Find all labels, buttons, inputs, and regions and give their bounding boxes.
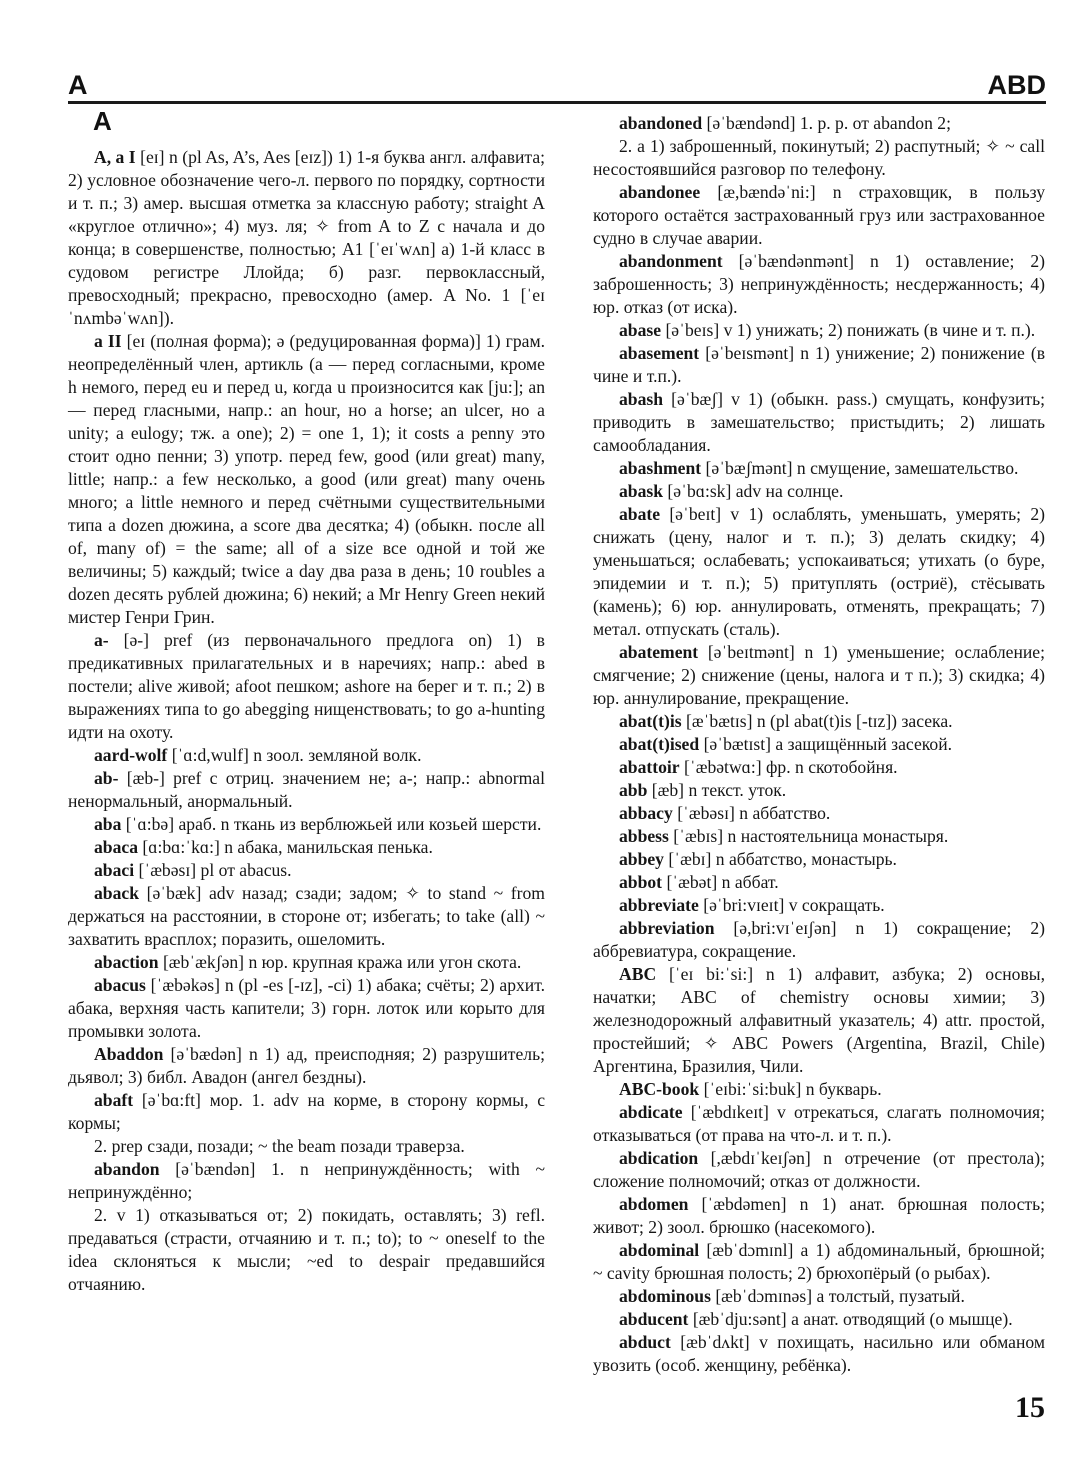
entry-headword: abaci (94, 860, 135, 880)
entry-definition: n отречение (от престола); сложение полномочий; отказ от должности. (593, 1148, 1045, 1191)
entry-definition: n 1) унижение; 2) понижение (в чине и т.п.). (593, 343, 1046, 386)
entry-definition: n текст. уток. (688, 780, 787, 800)
dictionary-entry (593, 802, 1045, 825)
right-column-entries (593, 112, 1045, 1377)
entry-headword: abash (619, 389, 664, 409)
entry-headword: abandoned (619, 113, 703, 133)
entry-headword: abasement (619, 343, 700, 363)
entry-headword: abdomen (619, 1194, 689, 1214)
entry-pronunciation: [ˈæbɪ] (668, 849, 712, 869)
entry-pronunciation: [ˈɑ:bə] (125, 814, 175, 834)
entry-pronunciation: [eɪ (полная форма); ə (редуцированная форма)] (126, 331, 481, 351)
page-number: 15 (1015, 1391, 1045, 1424)
entry-definition: n зоол. земляной волк. (253, 745, 422, 765)
entry-definition: n (pl As, A’s, Aes [eɪz]) 1) 1-я буква англ. алфавита; 2) условное обозначение чего-л. первого по порядку, сортности и т. п.; 3) амер. высшая отметка за классную работу; straight A «круглое отлично»; 4) муз. ля; ✧ from A to Z с начала и до конца; в совершенстве, полностью; A1 [ˈeɪˈwʌn] а) 1-й класс в судовом регистре Ллойда; б) разг. первоклассный, превосходный; прекрасно, превосходно (амер. A No. 1 [ˈeɪˈnʌmbəˈwʌn]). (68, 147, 546, 328)
entry-definition: n букварь. (805, 1079, 882, 1099)
entry-headword: abandonment (619, 251, 723, 271)
entry-definition: 1) грам. неопределённый член, артикль (a — перед согласными, кроме h немого, перед eu и перед u, когда u произносится как [ju:]; an — перед гласными, напр.: an hour, но a horse; an ulcer, но a unity; a eulogy; тж. a one); 2) = one 1, 1); it costs a penny это стоит одно пенни; 3) употр. перед few, good (или great) many, little; напр.: a few несколько, a good (или great) many очень много; a little немного и перед счётными существительными типа a dozen дюжина, a score два десятка; 4) (обыкн. после all of, many of) = the same; all of a size все одной и той же величины; 5) каждый; twice a day два раза в день; 10 roubles a dozen десять рублей дюжина; 6) некий; a Mr Henry Green некий мистер Генри Грин. (68, 331, 545, 627)
entry-headword: abbess (619, 826, 669, 846)
entry-definition: v сокращать. (788, 895, 885, 915)
entry-pronunciation: [æbˈdʌkt] (680, 1332, 750, 1352)
dictionary-entry (593, 1101, 1045, 1147)
dictionary-entry (68, 1158, 545, 1204)
entry-headword: abandonee (619, 182, 701, 202)
dictionary-entry (593, 1147, 1045, 1193)
dictionary-entry (593, 1078, 1045, 1101)
left-column-entries (68, 146, 545, 1296)
entry-pronunciation: [ˈɑ:d,wulf] (171, 745, 249, 765)
entry-headword: abbreviate (619, 895, 699, 915)
entry-headword: abase (619, 320, 662, 340)
entry-definition: n аббатство, монастырь. (715, 849, 897, 869)
entry-definition: фр. n скотобойня. (766, 757, 898, 777)
entry-pronunciation: [ˈæbəsɪ] (677, 803, 735, 823)
entry-pronunciation: [æˈbætɪs] (685, 711, 753, 731)
entry-definition: adv на солнце. (735, 481, 844, 501)
entry-definition: a защищённый засекой. (775, 734, 953, 754)
entry-pronunciation: [eɪ] (140, 147, 165, 167)
entry-headword: abask (619, 481, 664, 501)
entry-headword: abduct (619, 1332, 671, 1352)
entry-headword: abatement (619, 642, 699, 662)
running-head-left: A (68, 70, 88, 100)
entry-definition: n 1) анат. брюшная полость; живот; 2) зоол. брюшко (насекомого). (593, 1194, 1045, 1237)
entry-definition: n 1) сокращение; 2) аббревиатура, сокращение. (593, 918, 1045, 961)
dictionary-entry (68, 1135, 545, 1158)
dictionary-entry (593, 1285, 1045, 1308)
entry-headword: abashment (619, 458, 702, 478)
entry-pronunciation: [ˈæbətwɑ:] (684, 757, 762, 777)
entry-definition: n настоятельница монастыря. (727, 826, 949, 846)
entry-definition: n смущение, замешательство. (796, 458, 1019, 478)
entry-pronunciation: [ɑ:bɑ:ˈkɑ:] (142, 837, 220, 857)
dictionary-entry (593, 1308, 1045, 1331)
running-head-right: ABD (987, 70, 1046, 100)
entry-headword: abbreviation (619, 918, 715, 938)
entry-headword: ab- (94, 768, 119, 788)
entry-pronunciation: [æb-] (126, 768, 165, 788)
entry-definition: v отрекаться, слагать полномочия; отказываться (от права на что-л. и т. п.). (593, 1102, 1046, 1145)
entry-headword: aard-wolf (94, 745, 168, 765)
dictionary-entry (593, 342, 1045, 388)
entry-pronunciation: [ˈæbət] (666, 872, 718, 892)
entry-pronunciation: [ˈæbdəmen] (701, 1194, 787, 1214)
entry-definition: n 1) ад, преисподняя; 2) разрушитель; дьявол; 3) библ. Авадон (ангел бездны). (68, 1044, 545, 1087)
entry-headword: abate (619, 504, 661, 524)
entry-definition: n 1) уменьшение; ослабление; смягчение; 2) снижение (цены, налога и т п.); 3) скидка; 4) юр. аннулирование, прекращение. (593, 642, 1045, 708)
dictionary-entry (68, 882, 545, 951)
entry-headword: abaft (94, 1090, 134, 1110)
entry-headword: abdominous (619, 1286, 711, 1306)
entry-pronunciation: [əˈbæʃ] (671, 389, 723, 409)
entry-headword: abattoir (619, 757, 680, 777)
entry-headword: abaca (94, 837, 138, 857)
dictionary-entry (68, 951, 545, 974)
entry-definition: pref (из первоначального предлога on) 1) в предикативных прилагательных и в наречиях; напр.: abed в постели; alive живой; afoot пешком; ashore на берег и т. п.; 2) в выражениях типа to go abegging нищенствовать; to go a-hunting идти на охоту. (68, 630, 545, 742)
entry-headword: abdicate (619, 1102, 683, 1122)
entry-pronunciation: [ˈæbdɪkeɪt] (690, 1102, 769, 1122)
entry-pronunciation: [ˈæbəsɪ] (138, 860, 197, 880)
entry-pronunciation: [æ,bændəˈni:] (717, 182, 816, 202)
entry-pronunciation: [,æbdɪˈkeɪʃən] (710, 1148, 811, 1168)
entry-headword: Abaddon (94, 1044, 164, 1064)
entry-headword: abat(t)ised (619, 734, 700, 754)
dictionary-entry (593, 250, 1045, 319)
dictionary-entry (68, 767, 545, 813)
entry-definition: v 1) унижать; 2) понижать (в чине и т. п.). (723, 320, 1036, 340)
entry-pronunciation: [əˈbeɪtmənt] (707, 642, 795, 662)
entry-headword: a II (94, 331, 122, 351)
dictionary-entry (68, 744, 545, 767)
section-letter: A (93, 106, 112, 136)
entry-definition: v похищать, насильно или обманом увозить (особ. женщину, ребёнка). (593, 1332, 1045, 1375)
dictionary-entry (593, 480, 1045, 503)
entry-headword: abaction (94, 952, 159, 972)
entry-pronunciation: [əˈbændənd] (706, 113, 796, 133)
dictionary-entry (593, 917, 1045, 963)
entry-definition: 1. p. p. от abandon 2; (799, 113, 951, 133)
dictionary-entry (593, 710, 1045, 733)
dictionary-entry (593, 1193, 1045, 1239)
entry-headword: abacus (94, 975, 146, 995)
entry-pronunciation: [æbˈdɔmɪnl] (706, 1240, 794, 1260)
entry-pronunciation: [əˈbri:vɪeɪt] (703, 895, 785, 915)
entry-headword: aback (94, 883, 139, 903)
entry-definition: араб. n ткань из верблюжьей или козьей шерсти. (178, 814, 542, 834)
entry-pronunciation: [ˈæbəkəs] (150, 975, 221, 995)
dictionary-entry (593, 135, 1045, 181)
dictionary-entry (593, 112, 1045, 135)
dictionary-entry (593, 871, 1045, 894)
entry-pronunciation: [æbˈækʃən] (162, 952, 245, 972)
dictionary-entry (593, 641, 1045, 710)
dictionary-entry (68, 1204, 545, 1296)
entry-definition: n (pl abat(t)is [-tɪz]) засека. (756, 711, 953, 731)
entry-definition: n (pl -es [-ɪz], -ci) 1) абака; счёты; 2) архит. абака, верхняя часть капители; 3) горн. лоток или корыто для промывки золота. (68, 975, 545, 1041)
entry-definition: n страховщик, в пользу которого остаётся застрахованный груз или застрахованное судно в случае аварии. (593, 182, 1046, 248)
entry-pronunciation: [ˈeɪbi:ˈsi:buk] (703, 1079, 802, 1099)
dictionary-entry (68, 330, 545, 629)
entry-pronunciation: [əˈbætɪst] (703, 734, 771, 754)
entry-pronunciation: [əˈbɑ:sk] (667, 481, 732, 501)
dictionary-entry (593, 894, 1045, 917)
entry-definition: n аббатство. (739, 803, 831, 823)
entry-definition: n юр. крупная кража или угон скота. (248, 952, 522, 972)
entry-definition: n аббат. (721, 872, 779, 892)
entry-definition: n 1) оставление; 2) заброшенность; 3) непринуждённость; несдержанность; 4) юр. отказ (от иска). (593, 251, 1045, 317)
entry-definition: v 1) (обыкн. pass.) смущать, конфузить; приводить в замешательство; пристыдить; 2) лишать самообладания. (593, 389, 1045, 455)
entry-headword: ABC-book (619, 1079, 700, 1099)
entry-headword: A, a I (94, 147, 136, 167)
entry-pronunciation: [æb] (651, 780, 685, 800)
dictionary-entry (593, 388, 1045, 457)
entry-pronunciation: [əˈbændənmənt] (738, 251, 854, 271)
entry-pronunciation: [əˈbædən] (170, 1044, 242, 1064)
entry-headword: abdominal (619, 1240, 700, 1260)
entry-pronunciation: [əˈbeɪs] (665, 320, 720, 340)
dictionary-entry (593, 457, 1045, 480)
entry-headword: abbacy (619, 803, 673, 823)
dictionary-entry (593, 181, 1045, 250)
entry-pronunciation: [ˈæbɪs] (673, 826, 724, 846)
entry-pronunciation: [æbˈdɔmɪnəs] (715, 1286, 813, 1306)
entry-definition: pref с отриц. значением не; а-; напр.: abnormal ненормальный, анормальный. (68, 768, 546, 811)
left-column (68, 146, 545, 1296)
entry-headword: abducent (619, 1309, 689, 1329)
dictionary-entry (68, 1043, 545, 1089)
dictionary-entry (593, 779, 1045, 802)
entry-pronunciation: [əˈbeɪsmənt] (705, 343, 795, 363)
entry-headword: abbot (619, 872, 663, 892)
entry-headword: abbey (619, 849, 664, 869)
entry-definition: pl от abacus. (200, 860, 292, 880)
entry-pronunciation: [ə,bri:vɪˈeɪʃən] (733, 918, 837, 938)
entry-headword: a- (94, 630, 109, 650)
entry-headword: abb (619, 780, 648, 800)
entry-headword: aba (94, 814, 122, 834)
entry-definition: 2. v 1) отказываться от; 2) покидать, оставлять; 3) refl. предаваться (страсти, отчаянию и т. п.; to); to ~ oneself to the idea склоняться к мысли; ~ed to despair предавшийся отчаянию. (68, 1205, 545, 1294)
entry-definition: 1. n непринуждённость; with ~ непринуждённо; (68, 1159, 545, 1202)
dictionary-entry (68, 146, 545, 330)
dictionary-entry (593, 756, 1045, 779)
entry-definition: мор. 1. adv на корме, в сторону кормы, с кормы; (68, 1090, 545, 1133)
entry-headword: abandon (94, 1159, 160, 1179)
entry-definition: adv назад; сзади; задом; ✧ to stand ~ from держаться на расстоянии, в стороне от; избегать; to take (all) ~ захватить врасплох; поразить, ошеломить. (68, 883, 545, 949)
entry-pronunciation: [əˈbɑ:ft] (141, 1090, 201, 1110)
dictionary-entry (68, 813, 545, 836)
entry-definition: a толстый, пузатый. (816, 1286, 965, 1306)
entry-headword: abdication (619, 1148, 699, 1168)
entry-definition: n абака, манильская пенька. (224, 837, 433, 857)
dictionary-entry (68, 974, 545, 1043)
dictionary-entry (593, 963, 1045, 1078)
entry-definition: n 1) алфавит, азбука; 2) основы, начатки; ABC of chemistry основы химии; 3) железнодорожный алфавитный указатель; 4) attr. простой, простейший; ✧ ABC Powers (Argentina, Brazil, Chile) Аргентина, Бразилия, Чили. (593, 964, 1045, 1076)
entry-pronunciation: [əˈbændən] (175, 1159, 256, 1179)
entry-pronunciation: [ə-] (123, 630, 150, 650)
entry-pronunciation: [ˈeɪ bi:ˈsi:] (668, 964, 754, 984)
entry-pronunciation: [æbˈdju:sənt] (692, 1309, 787, 1329)
entry-definition: 2. a 1) заброшенный, покинутый; 2) распутный; ✧ ~ call несостоявшийся разговор по телефону. (593, 136, 1045, 179)
dictionary-entry (593, 503, 1045, 641)
entry-headword: abat(t)is (619, 711, 682, 731)
dictionary-entry (68, 629, 545, 744)
header-rule (68, 101, 1046, 104)
entry-definition: a анат. отводящий (о мышце). (791, 1309, 1013, 1329)
entry-definition: a 1) абдоминальный, брюшной; ~ cavity брюшная полость; 2) брюхопёрый (о рыбах). (593, 1240, 1046, 1283)
dictionary-entry (68, 836, 545, 859)
entry-headword: ABC (619, 964, 657, 984)
dictionary-entry (593, 848, 1045, 871)
right-column (593, 112, 1045, 1445)
dictionary-entry (593, 1239, 1045, 1285)
dictionary-entry (593, 319, 1045, 342)
dictionary-entry (68, 1089, 545, 1135)
entry-pronunciation: [əˈbeɪt] (669, 504, 722, 524)
dictionary-entry (593, 733, 1045, 756)
entry-pronunciation: [əˈbæʃmənt] (705, 458, 793, 478)
entry-definition: 2. prep сзади, позади; ~ the beam позади траверза. (94, 1136, 465, 1156)
dictionary-entry (593, 1331, 1045, 1377)
dictionary-entry (593, 825, 1045, 848)
dictionary-entry (68, 859, 545, 882)
entry-definition: v 1) ослаблять, уменьшать, умерять; 2) снижать (цену, налог и т. п.); 3) делать скидку; 4) уменьшаться; ослабевать; успокаиваться; утихать (о буре, эпидемии и т. п.); 5) притуплять (остриё), стёсывать (камень); 6) юр. аннулировать, отменять, прекращать; 7) метал. отпускать (сталь). (593, 504, 1045, 639)
entry-pronunciation: [əˈbæk] (146, 883, 202, 903)
